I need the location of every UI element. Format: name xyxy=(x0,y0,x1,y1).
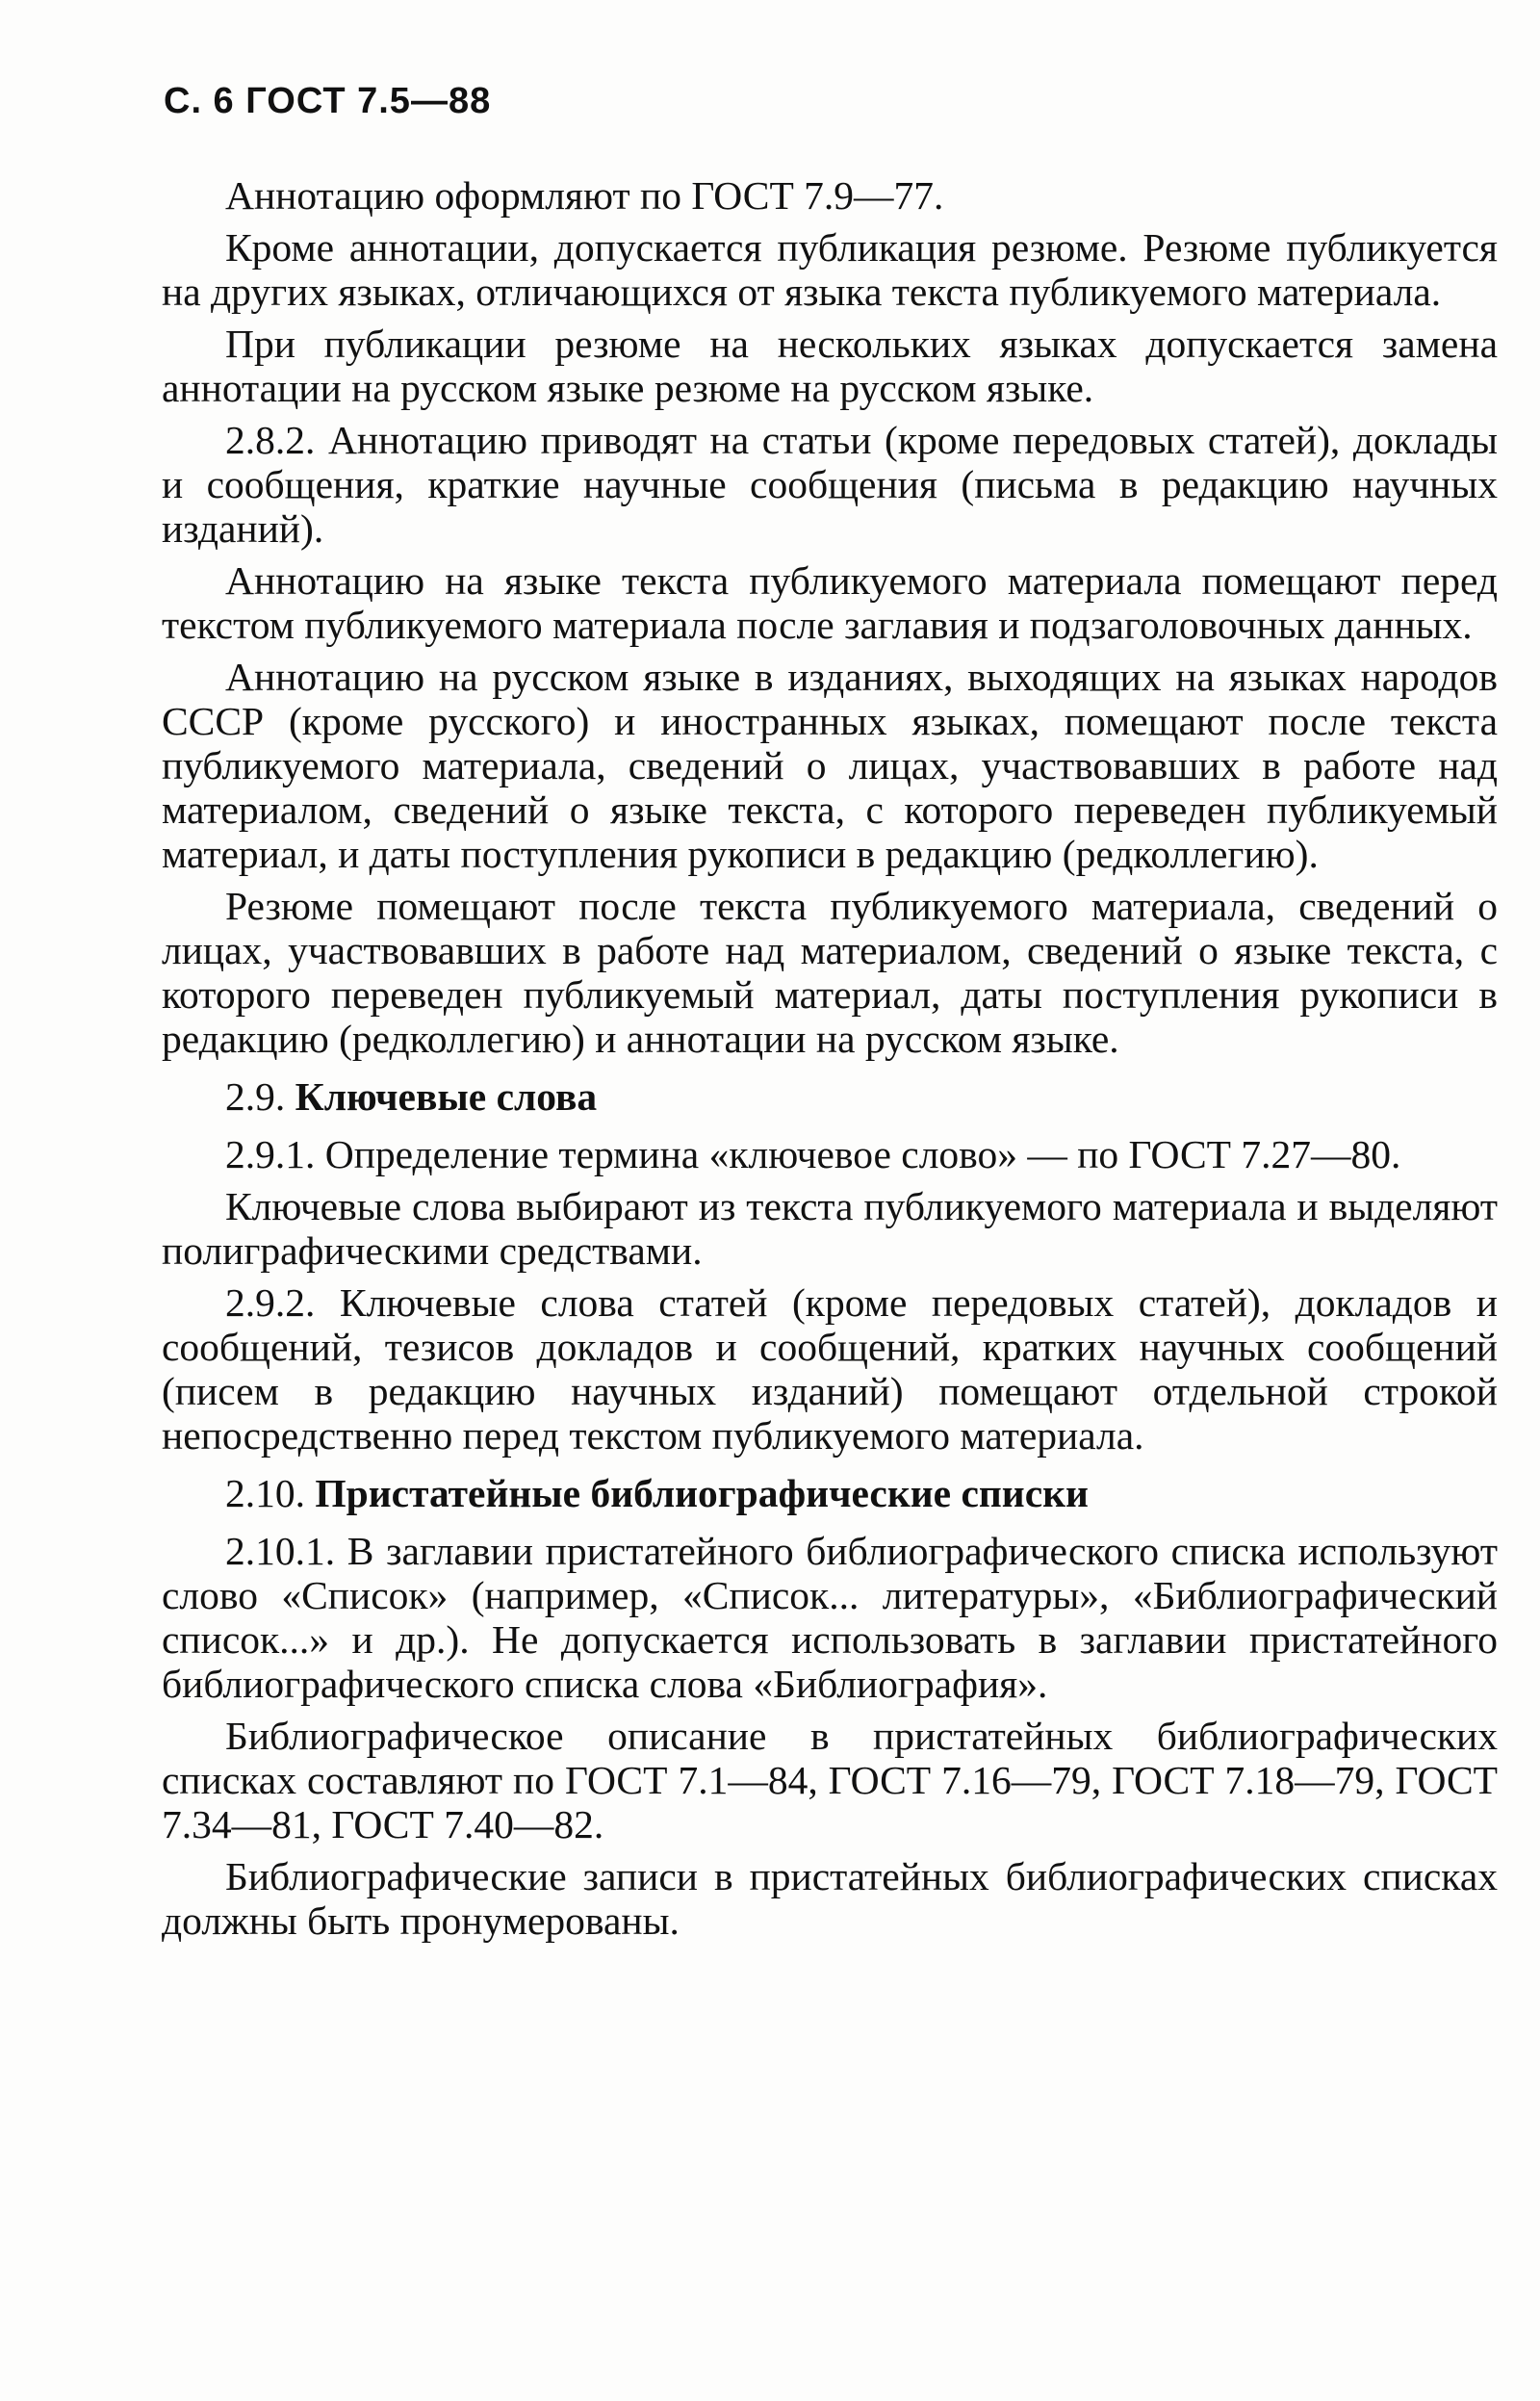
paragraph: Резюме помещают после текста публикуемого материала, сведений о лицах, участвовавших в работе над материалом, сведений о языке текста, с которого переведен публикуемый материал, даты поступления рукописи в редакцию (редколлегию) и аннотации на русском языке. xyxy=(162,884,1498,1061)
paragraph: 2.10.1. В заглавии пристатейного библиографического списка используют слово «Список» (например, «Список... литературы», «Библиографический список...» и др.). Не допускается использовать в заглавии пристатейного библиографического списка слова «Библиография». xyxy=(162,1529,1498,1706)
paragraph: Аннотацию на русском языке в изданиях, выходящих на языках народов СССР (кроме русского) и иностранных языках, помещают после текста публикуемого материала, сведений о лицах, участвовавших в работе над материалом, сведений о языке текста, с которого переведен публикуемый материал, и даты поступления рукописи в редакцию (редколлегию). xyxy=(162,655,1498,876)
body-text xyxy=(162,173,1498,1943)
paragraph: При публикации резюме на нескольких языках допускается замена аннотации на русском языке резюме на русском языке. xyxy=(162,322,1498,410)
section-number: 2.10. xyxy=(225,1471,305,1515)
section-heading-2-10 xyxy=(162,1471,1498,1515)
section-title: Пристатейные библиографические списки xyxy=(315,1471,1089,1515)
paragraph: Библиографические записи в пристатейных библиографических списках должны быть пронумерованы. xyxy=(162,1854,1498,1943)
section-title: Ключевые слова xyxy=(295,1074,598,1119)
paragraph: Аннотацию на языке текста публикуемого материала помещают перед текстом публикуемого материала после заглавия и подзаголовочных данных. xyxy=(162,558,1498,647)
paragraph: 2.9.1. Определение термина «ключевое слово» — по ГОСТ 7.27—80. xyxy=(225,1132,1401,1176)
paragraph: Кроме аннотации, допускается публикация резюме. Резюме публикуется на других языках, отличающихся от языка текста публикуемого материала. xyxy=(162,225,1498,314)
section-number: 2.9. xyxy=(225,1074,286,1119)
page-header: С. 6 ГОСТ 7.5—88 xyxy=(164,81,492,121)
paragraph: 2.9.2. Ключевые слова статей (кроме передовых статей), докладов и сообщений, тезисов докладов и сообщений, кратких научных сообщений (писем в редакцию научных изданий) помещают отдельной строкой непосредственно перед текстом публикуемого материала. xyxy=(162,1280,1498,1458)
paragraph: Библиографическое описание в пристатейных библиографических списках составляют по ГОСТ 7.1—84, ГОСТ 7.16—79, ГОСТ 7.18—79, ГОСТ 7.34—81, ГОСТ 7.40—82. xyxy=(162,1714,1498,1846)
paragraph: Аннотацию оформляют по ГОСТ 7.9—77. xyxy=(225,173,944,218)
section-heading-2-9 xyxy=(162,1074,1498,1119)
paragraph: 2.8.2. Аннотацию приводят на статьи (кроме передовых статей), доклады и сообщения, краткие научные сообщения (письма в редакцию научных изданий). xyxy=(162,418,1498,551)
paragraph: Ключевые слова выбирают из текста публикуемого материала и выделяют полиграфическими средствами. xyxy=(162,1184,1498,1273)
